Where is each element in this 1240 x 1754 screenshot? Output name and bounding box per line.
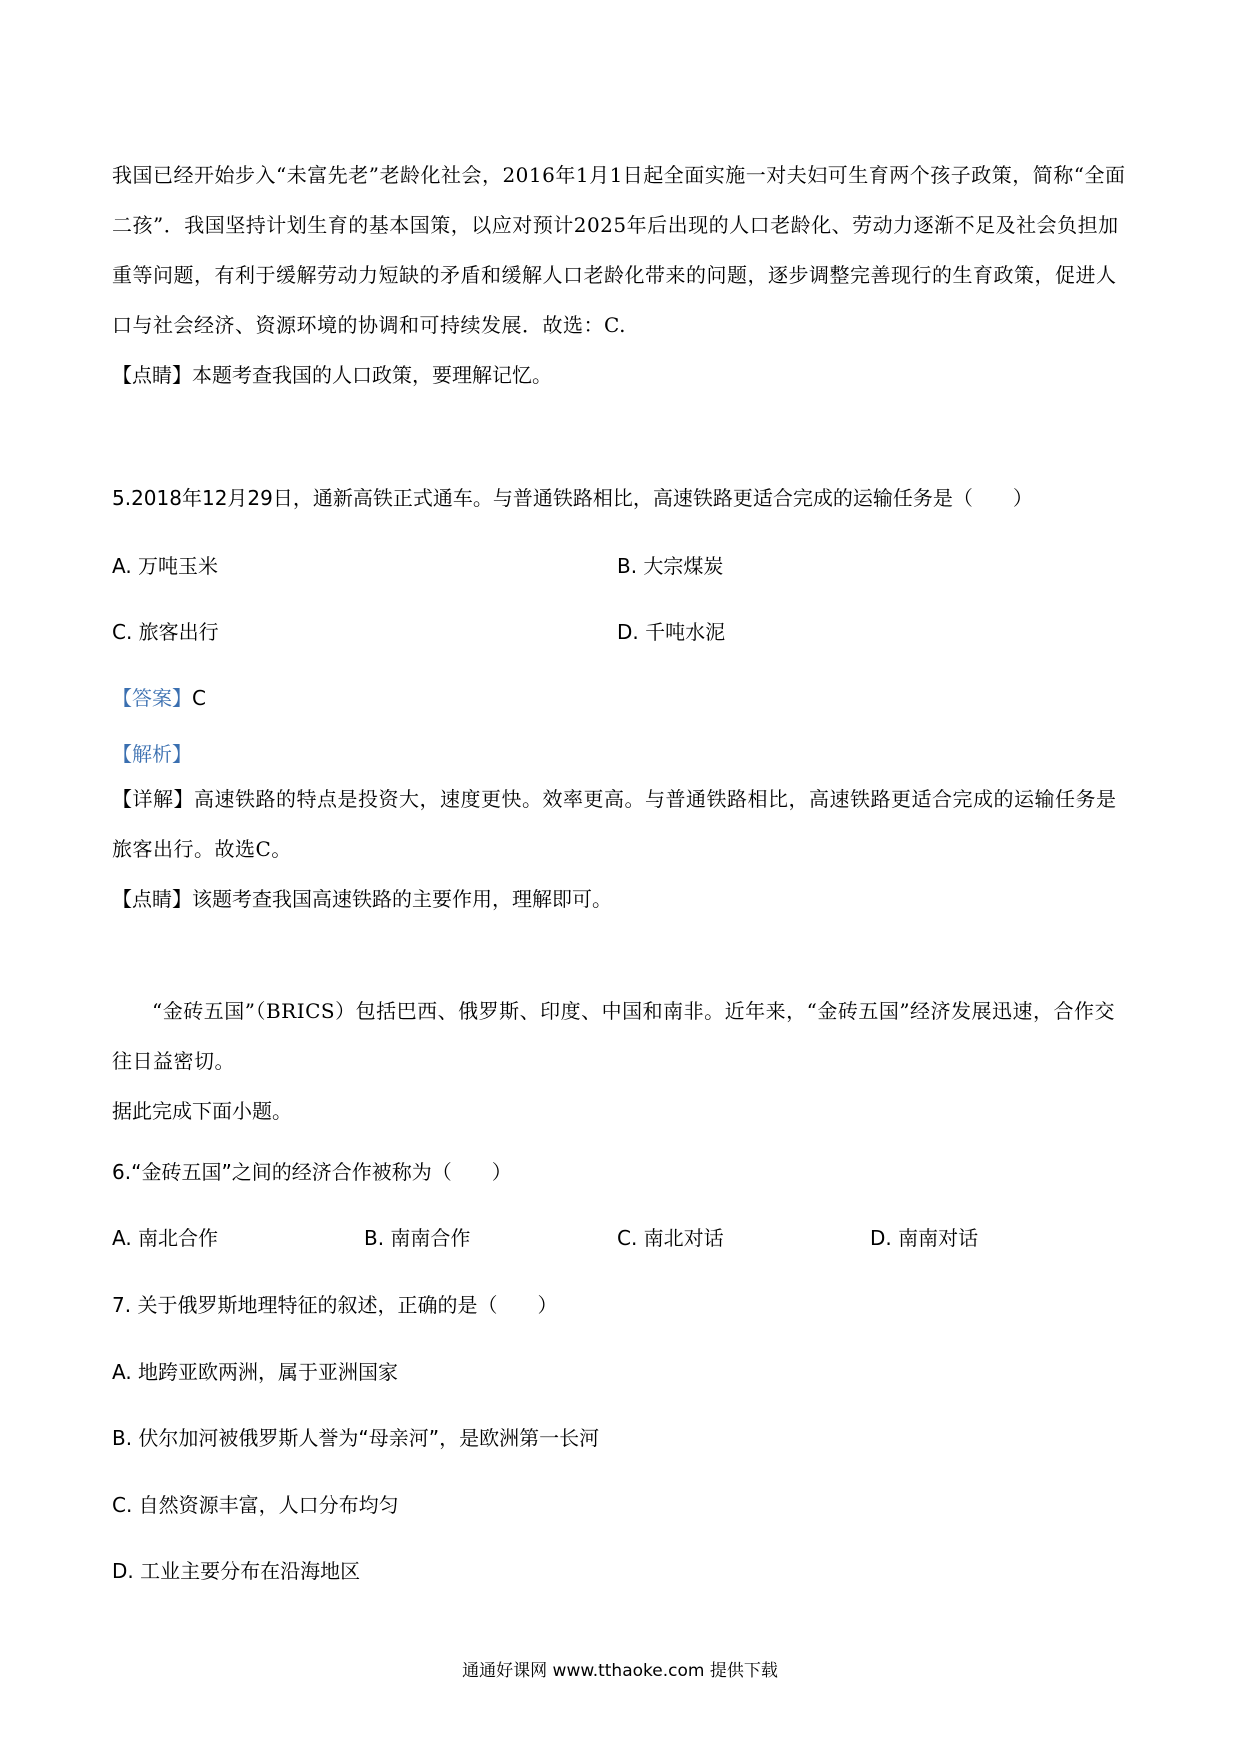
q5-stem: 5.2018年12月29日，通新高铁正式通车。与普通铁路相比，高速铁路更适合完成的运输任务是（ ）: [112, 486, 1033, 510]
q7-option-b: B. 伏尔加河被俄罗斯人誉为“母亲河”，是欧洲第一长河: [112, 1426, 600, 1450]
page-footer: 通通好课网 www.tthaoke.com 提供下载: [462, 1661, 778, 1681]
intro-paragraph-block: [112, 150, 1132, 400]
q5-option-a: A. 万吨玉米: [112, 554, 219, 578]
material-block: [112, 986, 1132, 1136]
q5-option-d: D. 千吨水泥: [617, 620, 726, 644]
q5-explanation-block: [112, 774, 1132, 924]
dianjing-q4: 【点睛】本题考查我国的人口政策，要理解记忆。: [112, 363, 552, 387]
q5-option-c: C. 旅客出行: [112, 620, 219, 644]
q7-stem: 7. 关于俄罗斯地理特征的叙述，正确的是（ ）: [112, 1293, 558, 1317]
q6-option-a: A. 南北合作: [112, 1226, 219, 1250]
answer-label: 【答案】: [112, 686, 192, 710]
material-prompt: 据此完成下面小题。: [112, 1099, 292, 1123]
answer-value: C: [192, 686, 206, 710]
q6-option-d: D. 南南对话: [870, 1226, 979, 1250]
q5-analysis-label: 【解析】: [112, 742, 192, 766]
q6-option-b: B. 南南合作: [364, 1226, 471, 1250]
q5-options-row2: [112, 616, 1132, 656]
q7-option-c: C. 自然资源丰富，人口分布均匀: [112, 1493, 399, 1517]
q5-options-row1: [112, 550, 1132, 590]
q6-option-c: C. 南北对话: [617, 1226, 724, 1250]
q5-dianjing: 【点睛】该题考查我国高速铁路的主要作用，理解即可。: [112, 887, 612, 911]
q6-stem: 6.“金砖五国”之间的经济合作被称为（ ）: [112, 1160, 512, 1184]
q7-option-d: D. 工业主要分布在沿海地区: [112, 1559, 361, 1583]
q5-answer: [112, 682, 206, 711]
q5-detail: 【详解】高速铁路的特点是投资大，速度更快。效率更高。与普通铁路相比，高速铁路更适合完成的运输任务是旅客出行。故选C。: [112, 787, 1117, 861]
material-paragraph: “金砖五国”（BRICS）包括巴西、俄罗斯、印度、中国和南非。近年来，“金砖五国”经济发展迅速，合作交往日益密切。: [112, 999, 1116, 1073]
q5-option-b: B. 大宗煤炭: [617, 554, 724, 578]
intro-paragraph: 我国已经开始步入“未富先老”老龄化社会，2016年1月1日起全面实施一对夫妇可生育两个孩子政策，简称“全面二孩”．我国坚持计划生育的基本国策，以应对预计2025年后出现的人口老龄化、劳动力逐渐不足及社会负担加重等问题，有利于缓解劳动力短缺的矛盾和缓解人口老龄化带来的问题，逐步调整完善现行的生育政策，促进人口与社会经济、资源环境的协调和可持续发展．故选：C.: [112, 163, 1126, 337]
q6-options-row: [112, 1222, 1132, 1262]
q7-option-a: A. 地跨亚欧两洲，属于亚洲国家: [112, 1360, 399, 1384]
